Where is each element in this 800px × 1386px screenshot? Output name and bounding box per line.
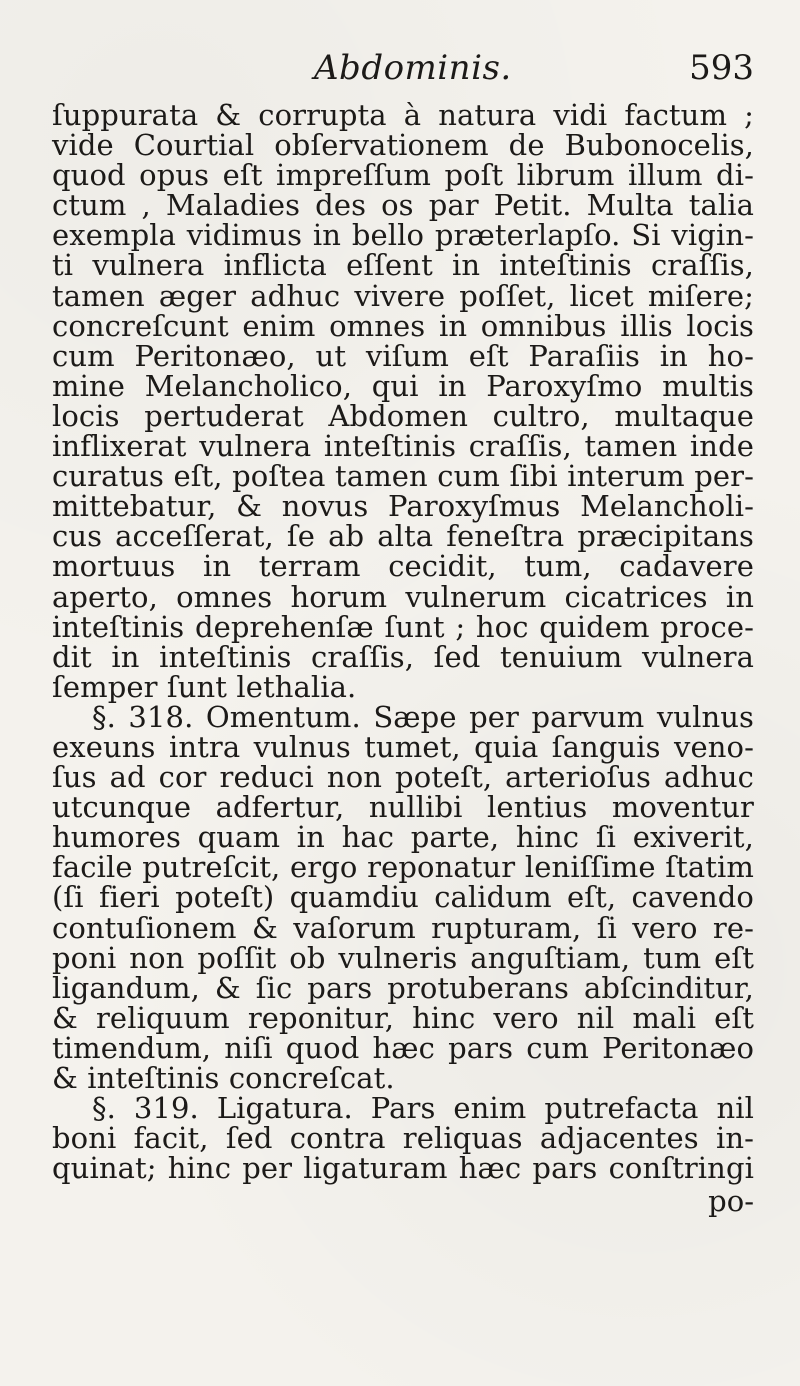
text-line: aperto, omnes horum vulnerum cicatrices in: [52, 579, 754, 614]
body-text: [52, 98, 754, 1186]
text-line: quod opus eſt impreſſum poſt librum illum di-: [52, 158, 754, 193]
text-line: ligandum, & ſic pars protuberans abſcinditur,: [52, 970, 754, 1005]
text-line: locis pertuderat Abdomen cultro, multaque: [52, 398, 754, 433]
text-line: mine Melancholico, qui in Paroxyſmo multis: [52, 368, 754, 403]
text-line: ſemper ſunt lethalia.: [52, 669, 357, 704]
text-line: §. 318. Omentum. Sæpe per parvum vulnus: [92, 699, 754, 734]
text-line: mortuus in terram cecidit, tum, cadavere: [52, 549, 754, 584]
text-line: humores quam in hac parte, hinc ſi exiverit,: [52, 820, 754, 855]
text-line: ſuppurata & corrupta à natura vidi factum ;: [52, 98, 754, 132]
catchword: po-: [708, 1184, 754, 1219]
text-line: tamen æger adhuc vivere poſſet, licet miſere;: [52, 278, 754, 313]
text-line: (ſi fieri poteſt) quamdiu calidum eſt, cavendo: [52, 880, 754, 915]
text-line: facile putreſcit, ergo reponatur leniſſime ſtatim: [52, 850, 754, 885]
text-line: quinat; hinc per ligaturam hæc pars conſtringi: [52, 1151, 754, 1186]
text-line: timendum, niſi quod hæc pars cum Peritonæo: [52, 1030, 754, 1065]
text-line: inflixerat vulnera inteſtinis craſſis, tamen inde: [52, 429, 754, 464]
text-line: & reliquum reponitur, hinc vero nil mali eſt: [52, 1000, 754, 1035]
text-line: ctum , Maladies des os par Petit. Multa talia: [52, 188, 754, 223]
page-number: 593: [689, 48, 754, 88]
text-line: cum Peritonæo, ut viſum eſt Paraſiis in ho-: [52, 338, 754, 373]
text-line: cus acceſſerat, ſe ab alta feneſtra præcipitans: [52, 519, 754, 554]
text-line: exeuns intra vulnus tumet, quia ſanguis veno-: [52, 729, 754, 764]
text-line: inteſtinis deprehenſæ ſunt ; hoc quidem proce-: [52, 609, 754, 644]
text-line: boni facit, ſed contra reliquas adjacentes in-: [52, 1121, 754, 1156]
running-head: [52, 48, 754, 100]
text-line: & inteſtinis concreſcat.: [52, 1061, 395, 1095]
text-line: concreſcunt enim omnes in omnibus illis locis: [52, 308, 754, 343]
text-line: dit in inteſtinis craſſis, ſed tenuium vulnera: [52, 639, 754, 674]
text-line: poni non poſſit ob vulneris anguſtiam, tum eſt: [52, 940, 754, 975]
text-line: mittebatur, & novus Paroxyſmus Melancholi-: [52, 489, 754, 524]
text-line: curatus eſt, poſtea tamen cum ſibi interum per-: [52, 459, 754, 494]
text-line: ti vulnera inflicta eſſent in inteſtinis craſſis,: [52, 248, 754, 283]
text-line: exempla vidimus in bello præterlapſo. Si vigin-: [52, 218, 754, 253]
running-head-title: Abdominis.: [314, 48, 512, 88]
text-line: contuſionem & vaſorum rupturam, ſi vero re-: [52, 910, 754, 945]
text-line: utcunque adfertur, nullibi lentius moventur: [52, 790, 754, 825]
text-line: §. 319. Ligatura. Pars enim putrefacta nil: [92, 1091, 754, 1126]
text-line: vide Courtial obſervationem de Bubonocelis,: [52, 128, 754, 163]
text-line: ſus ad cor reduci non poteſt, arterioſus adhuc: [52, 760, 754, 795]
